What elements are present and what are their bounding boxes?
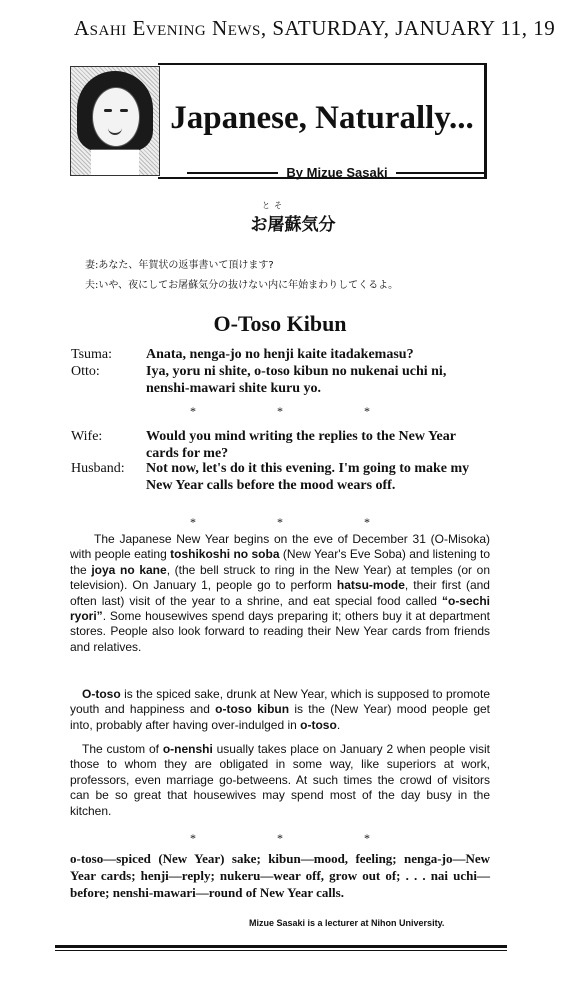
byline: [187, 165, 487, 180]
romaji-line-1: [71, 346, 491, 363]
japanese-title: お屠蘇気分: [250, 215, 336, 235]
paragraph-3: The custom of o-nenshi usually takes place on January 2 when people visit those to whom they are obligated in some way, like superiors at work, professors, even marriage go-betweens. At such times the crowd of visitors can be so great that housewives may spend most of the day busy in the kitchen.: [70, 742, 490, 818]
byline-text: By Mizue Sasaki: [286, 165, 388, 180]
paragraph-2: O-toso is the spiced sake, drunk at New Year, which is supposed to promote youth and happiness and o-toso kibun is the (New Year) mood people get into, probably after having over-indulged in o-toso.: [70, 687, 490, 732]
separator-stars-1: * * *: [190, 404, 370, 418]
newspaper-masthead: ASAHI EVENING NEWS, SATURDAY, JANUARY 11, 19: [74, 16, 556, 40]
japanese-line-wife: 妻:あなた、年賀状の返事書いて頂けます?: [85, 260, 274, 271]
furigana: とそ: [262, 201, 286, 210]
japanese-line-husband: 夫:いや、夜にしてお屠蘇気分の抜けない内に年始まわりしてくるよ。: [85, 280, 399, 291]
speaker-label: Tsuma:: [71, 347, 113, 362]
author-credit: Mizue Sasaki is a lecturer at Nihon University.: [249, 918, 445, 928]
bottom-rule-thin: [55, 950, 507, 951]
spoken-text: Iya, yoru ni shite, o-toso kibun no nukenai uchi ni, nenshi-mawari shite kuru yo.: [146, 364, 447, 396]
author-photo: [70, 66, 160, 176]
paragraph-1: The Japanese New Year begins on the eve of December 31 (O-Misoka) with people eating toshikoshi no soba (New Year's Eve Soba) and listening to the joya no kane, (the bell struck to ring in the New Year) at temples (or on television). On January 1, people go to perform hatsu-mode, their first (and often last) visit of the year to a shrine, and eat special food called “o-sechi ryori”. Some housewives spend days preparing it; others buy it at department stores. People also look forward to reading their New Year cards from friends and relatives.: [70, 532, 491, 654]
separator-stars-2: * * *: [190, 515, 370, 529]
english-line-1: [71, 428, 491, 462]
bottom-rule: [55, 945, 507, 948]
speaker-label: Otto:: [71, 364, 100, 379]
speaker-label: Husband:: [71, 461, 125, 476]
romaji-title: O-Toso Kibun: [213, 311, 347, 336]
separator-stars-3: * * *: [190, 831, 370, 845]
speaker-label: Wife:: [71, 429, 103, 444]
column-title: Japanese, Naturally...: [170, 100, 474, 136]
byline-rule-left: [187, 172, 278, 174]
romaji-line-2: [71, 363, 491, 397]
byline-rule-right: [396, 172, 487, 174]
spoken-text: Anata, nenga-jo no henji kaite itadakemasu?: [146, 347, 414, 362]
english-line-2: [71, 460, 491, 494]
spoken-text: Not now, let's do it this evening. I'm going to make my New Year calls before the mood wears off.: [146, 461, 470, 493]
vocabulary-glossary: o-toso—spiced (New Year) sake; kibun—mood, feeling; nenga-jo—New Year cards; henji—reply; nukeru—wear off, grow out of; . . . nai uchi—before; nenshi-mawari—round of New Year calls.: [70, 851, 490, 900]
spoken-text: Would you mind writing the replies to the New Year cards for me?: [146, 429, 456, 461]
